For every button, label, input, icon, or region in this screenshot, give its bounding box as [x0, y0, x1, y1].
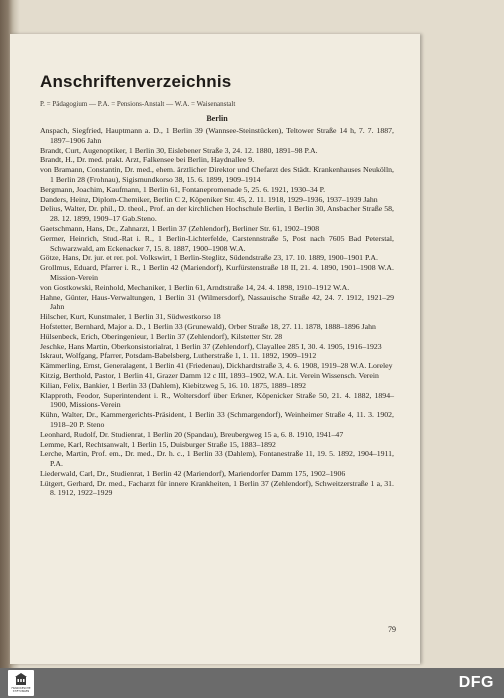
address-entry: Brandt, Curt, Augenoptiker, 1 Berlin 30, Eislebener Straße 3, 24. 12. 1880, 1891–98 P.A.	[40, 145, 318, 155]
address-entry: Brandt, H., Dr. med. prakt. Arzt, Falkensee bei Berlin, Haydnallee 9.	[40, 155, 255, 165]
address-entry: Bergmann, Joachim, Kaufmann, 1 Berlin 61, Fontanepromenade 5, 25. 6. 1921, 1930–34 P.	[40, 184, 326, 194]
section-heading: Berlin	[206, 114, 228, 123]
address-entry: Anspach, Siegfried, Hauptmann a. D., 1 Berlin 39 (Wannsee-Steinstücken), Teltower Straße 14 h, 7. 7. 1887, 1897–1906 Jahn	[40, 126, 394, 145]
address-entry: Lemme, Karl, Rechtsanwalt, 1 Berlin 15, Duisburger Straße 15, 1883–1892	[40, 439, 276, 449]
address-entry: Jeschke, Hans Martin, Oberkonsistorialrat, 1 Berlin 37 (Zehlendorf), Clayallee 285 I, 30. 4. 1905, 1916–1923	[40, 341, 382, 351]
address-entry: Götze, Hans, Dr. jur. et rer. pol. Volkswirt, 1 Berlin-Steglitz, Südendstraße 23, 17. 10. 1889, 1900–1901 P.A.	[40, 253, 378, 263]
address-entry: Kitzig, Berthold, Pastor, 1 Berlin 41, Grazer Damm 12 c III, 1893–1902, W.A. Lit. Verein Wissensch. Verein	[40, 370, 379, 380]
address-entry: von Gostkowski, Reinhold, Mechaniker, 1 Berlin 61, Arndtstraße 14, 24. 4. 1898, 1910–1912 W.A.	[40, 282, 350, 292]
address-entry: Grollmus, Eduard, Pfarrer i. R., 1 Berlin 42 (Mariendorf), Kurfürstenstraße 18 II, 21. 4. 1890, 1901–1908 W.A. Mission-Verein	[40, 263, 394, 282]
address-entry: Delius, Walter, Dr. phil., D. theol., Prof. an der kirchlichen Hochschule Berlin, 1 Berlin 30, Ansbacher Straße 58, 28. 12. 1899, 1909–17 Gab.Steno.	[40, 204, 394, 224]
building-icon	[15, 673, 27, 686]
address-entry: Hülsenbeck, Erich, Oberingenieur, 1 Berlin 37 (Zehlendorf), Kilstetter Str. 28	[40, 331, 283, 341]
address-entry: Hilscher, Kurt, Kunstmaler, 1 Berlin 31, Südwestkorso 18	[40, 312, 221, 322]
address-entry: von Bramann, Constantin, Dr. med., ehem. ärztlicher Direktor und Chefarzt des Städt. Krankenhauses Neukölln, 1 Berlin 28 (Frohnau), Sigismundkorso 38, 15. 6. 1899, 1909–1914	[40, 165, 394, 184]
address-entry: Gaetschmann, Hans, Dr., Zahnarzt, 1 Berlin 37 (Zehlendorf), Berliner Str. 61, 1902–1908	[40, 223, 320, 233]
logo-caption: FRANCKESCHE STIFTUNGEN	[11, 687, 31, 693]
abbreviation-legend: P. = Pädagogium — P.A. = Pensions-Anstalt — W.A. = Waisenanstalt	[40, 100, 236, 108]
franckesche-stiftungen-logo-icon[interactable]	[8, 670, 34, 696]
address-list	[40, 126, 394, 498]
address-entry: Kilian, Felix, Bankier, 1 Berlin 33 (Dahlem), Kiebitzweg 5, 16. 10. 1875, 1889–1892	[40, 380, 307, 390]
address-entry: Kämmerling, Ernst, Generalagent, 1 Berlin 41 (Friedenau), Dickhardtstraße 3, 4. 6. 1908, 1919–28 W.A. Loreley	[40, 361, 393, 371]
address-entry: Lütgert, Gerhard, Dr. med., Facharzt für innere Krankheiten, 1 Berlin 37 (Zehlendorf), Schweitzerstraße 1 a, 31. 8. 1912, 1922–1929	[40, 478, 394, 498]
page-title: Anschriftenverzeichnis	[40, 72, 232, 91]
page-number: 79	[388, 625, 396, 634]
address-entry: Hofstetter, Bernhard, Major a. D., 1 Berlin 33 (Grunewald), Orber Straße 18, 27. 11. 1878, 1888–1896 Jahn	[40, 321, 376, 331]
address-entry: Klapproth, Feodor, Superintendent i. R., Woltersdorf über Erkner, Köpenicker Straße 50, 21. 4. 1882, 1894–1900, Missions-Verein	[40, 390, 394, 410]
address-entry: Danders, Heinz, Diplom-Chemiker, Berlin C 2, Köpeniker Str. 45, 2. 11. 1918, 1929–1936, 1937–1939 Jahn	[40, 194, 378, 204]
page-content	[40, 72, 394, 498]
address-entry: Lerche, Martin, Prof. em., Dr. med., Dr. h. c., 1 Berlin 33 (Dahlem), Fontanestraße 11, 19. 5. 1892, 1904–1911, P.A.	[40, 449, 394, 469]
viewer-footer-bar	[0, 668, 504, 698]
address-entry: Liederwald, Carl, Dr., Studienrat, 1 Berlin 42 (Mariendorf), Mariendorfer Damm 175, 1902–1906	[40, 468, 346, 478]
address-entry: Hahne, Günter, Haus-Verwaltungen, 1 Berlin 31 (Wilmersdorf), Nassauische Straße 42, 24. 7. 1912, 1921–29 Jahn	[40, 292, 394, 312]
book-page	[10, 34, 420, 664]
address-entry: Kühn, Walter, Dr., Kammergerichts-Präsident, 1 Berlin 33 (Schmargendorf), Weinheimer Straße 4, 11. 3. 1902, 1918–20 P. Steno	[40, 410, 394, 429]
address-entry: Leonhard, Rudolf, Dr. Studienrat, 1 Berlin 20 (Spandau), Breubergweg 15 a, 6. 8. 1910, 1941–47	[40, 429, 344, 439]
address-entry: Germer, Heinrich, Stud.-Rat i. R., 1 Berlin-Lichterfelde, Carstennstraße 5, Post nach 7605 Bad Peterstal, Schwarzwald, am Eckenacker 7, 15. 8. 1887, 1900–1908 W.A.	[40, 233, 394, 253]
dfg-logo[interactable]: DFG	[458, 674, 494, 691]
address-entry: Iskraut, Wolfgang, Pfarrer, Potsdam-Babelsberg, Lutherstraße 1, 1. 11. 1892, 1909–1912	[40, 351, 317, 361]
